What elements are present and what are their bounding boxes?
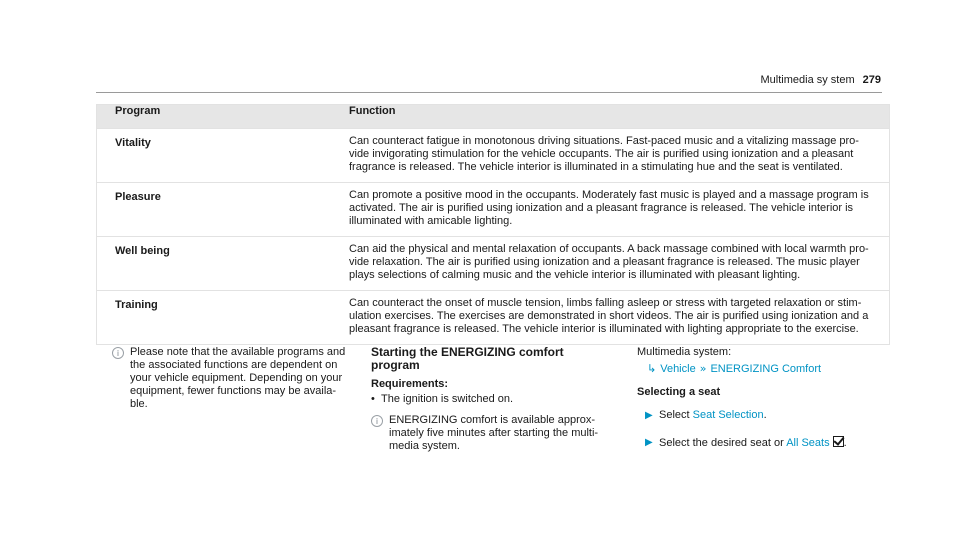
availability-note: [112, 346, 347, 411]
step-prefix: Select the desired seat or: [659, 437, 787, 449]
double-chevron-icon: »: [699, 362, 707, 375]
note-line: imately five minutes after starting the multi-: [389, 427, 599, 439]
function-line: vide relaxation. The air is purified using ionization and a pleasant fragrance is released. The music player: [349, 256, 860, 268]
program-function: [339, 291, 890, 345]
program-name: Vitality: [97, 129, 340, 183]
section-heading: Starting the ENERGIZING comfort program: [371, 345, 564, 372]
table-row: [97, 183, 890, 237]
program-name: Pleasure: [97, 183, 340, 237]
navigation-section: [637, 346, 887, 464]
selecting-heading: Selecting a seat: [637, 386, 721, 398]
function-line: ulation exercises. The exercises are demonstrated in short videos. The air is purified using ionization and a: [349, 310, 869, 322]
step-text: [659, 409, 767, 422]
requirement-item: [371, 393, 611, 406]
note-line: ENERGIZING comfort is available approx-: [389, 414, 596, 426]
program-function: [339, 183, 890, 237]
page-header: [0, 0, 960, 90]
function-line: plays selections of calming music and the vehicle interior is illuminated with pleasant lighting.: [349, 269, 801, 281]
step-text: [659, 436, 847, 450]
note: [371, 414, 611, 453]
running-header: [761, 74, 882, 86]
note-line: equipment, fewer functions may be availa-: [130, 385, 337, 397]
program-name: Training: [97, 291, 340, 345]
all-seats-link[interactable]: All Seats: [786, 437, 830, 449]
note-line: your vehicle equipment. Depending on your: [130, 372, 343, 384]
function-line: illuminated with amicable lighting.: [349, 215, 513, 227]
note-text: [389, 414, 598, 453]
function-line: fragrance is released. The vehicle interior is illuminated in a stimulating hue and the seat is ventilated.: [349, 161, 843, 173]
note-line: media system.: [389, 440, 460, 452]
triangle-step-icon: ▶: [645, 437, 653, 448]
table-row: [97, 291, 890, 345]
header-rule: [96, 92, 882, 93]
program-table: [96, 104, 890, 345]
note-line: the associated functions are dependent on: [130, 359, 338, 371]
note-line: ble.: [130, 398, 148, 410]
function-line: vide invigorating stimulation for the vehicle occupants. The air is purified using ionization and a pleasant: [349, 148, 854, 160]
seat-selection-link[interactable]: Seat Selection: [692, 409, 764, 421]
function-line: Can promote a positive mood in the occupants. Moderately fast music is played and a massage program is: [349, 189, 869, 201]
step-suffix: .: [843, 437, 847, 449]
function-line: Can aid the physical and mental relaxation of occupants. A back massage combined with local warmth pro-: [349, 243, 869, 255]
column-header-function: Function: [339, 105, 890, 129]
function-line: activated. The air is purified using ionization and a pleasant fragrance is released. The vehicle interior is: [349, 202, 854, 214]
column-header-program: Program: [97, 105, 340, 129]
note-line: Please note that the available programs and: [130, 346, 346, 358]
program-function: [339, 237, 890, 291]
program-function: [339, 129, 890, 183]
requirements-label: Requirements:: [371, 378, 449, 390]
table-row: [97, 129, 890, 183]
bullet-icon: •: [371, 393, 375, 405]
menu-path: [647, 362, 887, 376]
note: [112, 346, 347, 411]
section-title: Multimedia sy stem: [760, 74, 855, 86]
note-text: [130, 346, 345, 411]
function-line: Can counteract the onset of muscle tension, limbs falling asleep or stress with targeted relaxation or stim-: [349, 297, 862, 309]
function-line: pleasant fragrance is released. The vehicle interior is illuminated with lighting appropriate to the exercise.: [349, 323, 859, 335]
triangle-step-icon: ▶: [645, 410, 653, 421]
requirement-text: The ignition is switched on.: [381, 393, 514, 405]
page-number: 279: [862, 74, 881, 86]
step-prefix: Select: [659, 409, 693, 421]
checkbox-checked-icon[interactable]: [833, 436, 844, 447]
info-icon: i: [112, 347, 124, 359]
function-line: Can counteract fatigue in monotonous driving situations. Fast-paced music and a vitalizing massage pro-: [349, 135, 859, 147]
path-energizing-comfort[interactable]: ENERGIZING Comfort: [710, 363, 822, 375]
return-arrow-icon: ↳: [647, 362, 657, 375]
path-vehicle[interactable]: Vehicle: [660, 363, 696, 375]
step-suffix: .: [763, 409, 767, 421]
starting-section: [371, 346, 611, 453]
step-item: [645, 409, 887, 422]
program-name: Well being: [97, 237, 340, 291]
table-header-row: [97, 105, 890, 129]
intro-text: Multimedia system:: [637, 346, 732, 358]
table-row: [97, 237, 890, 291]
info-icon: i: [371, 415, 383, 427]
step-item: [645, 436, 887, 450]
